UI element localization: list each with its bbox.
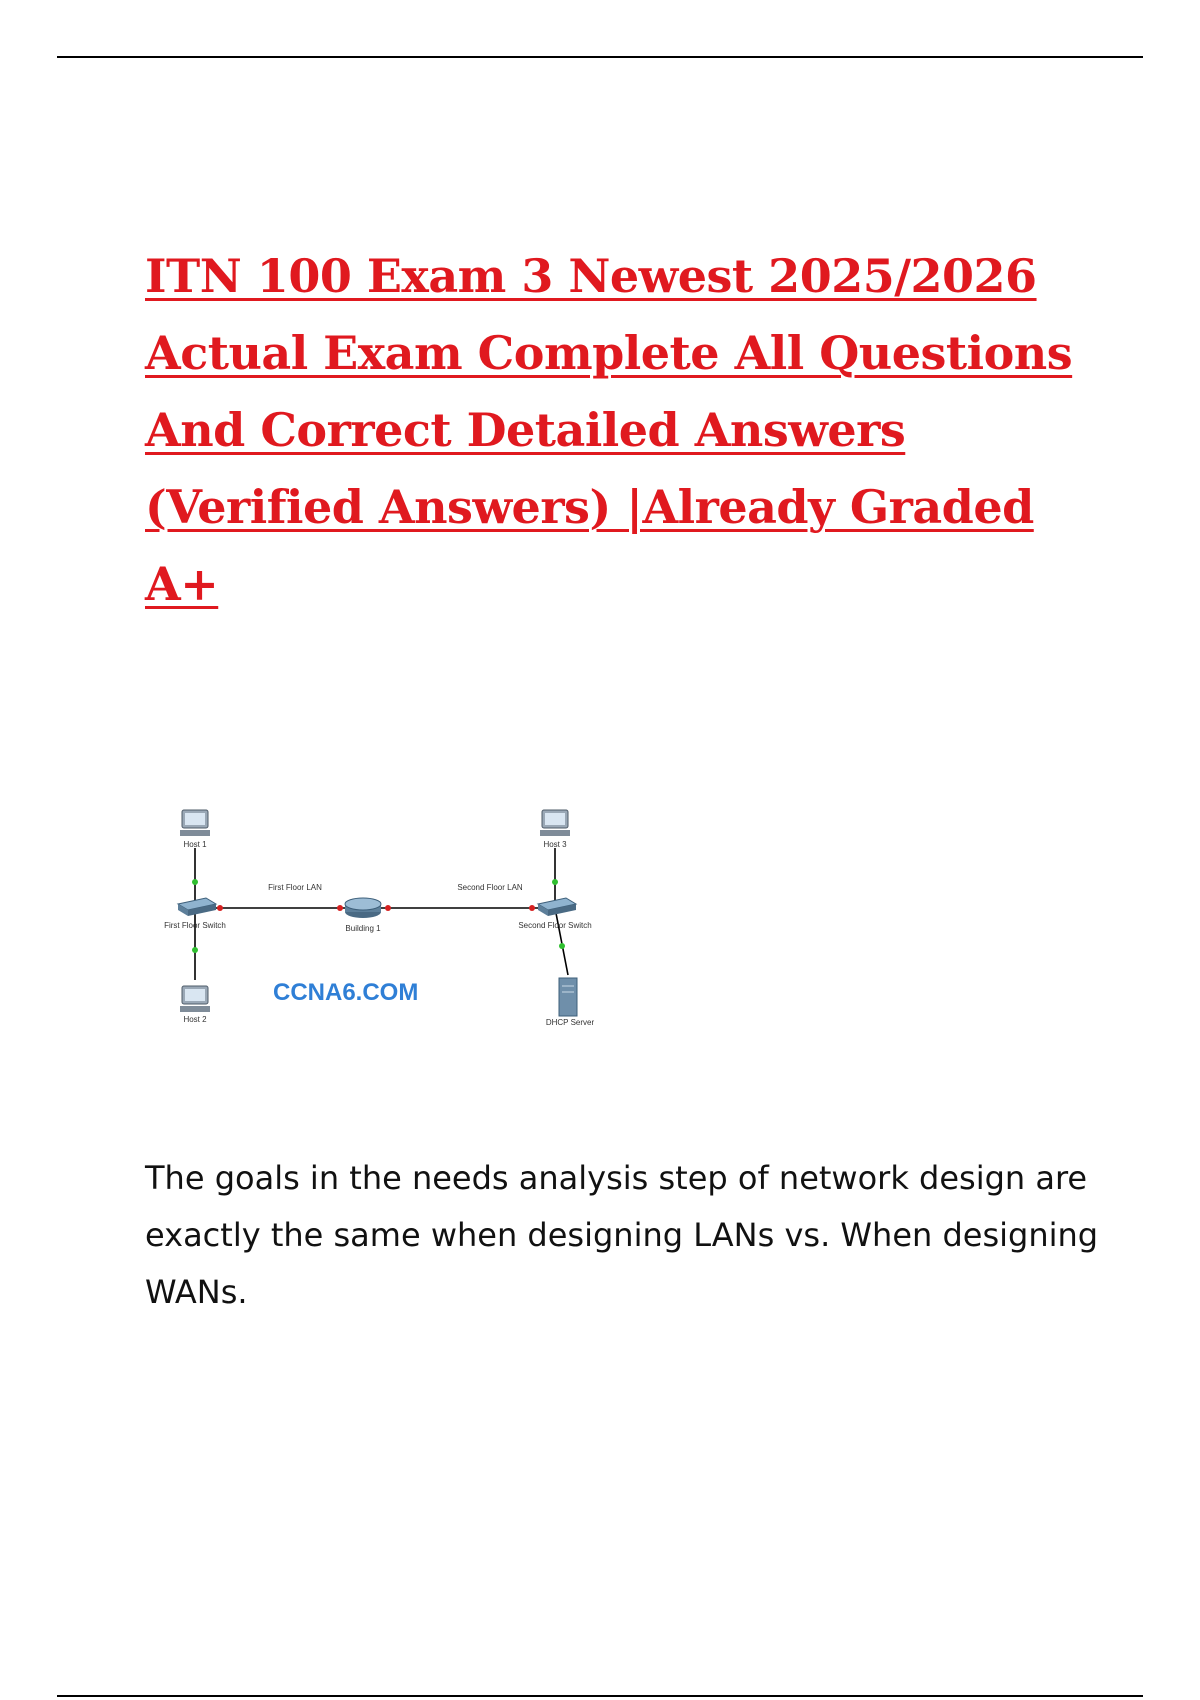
server-icon (559, 978, 577, 1016)
server-label: DHCP Server (545, 1018, 595, 1027)
port-status-dot (385, 905, 391, 911)
watermark-text: CCNA6.COM (273, 979, 419, 1006)
second-floor-lan-label: Second Floor LAN (457, 883, 523, 892)
port-status-dot (217, 905, 223, 911)
first-floor-switch-icon (178, 898, 216, 916)
first-floor-switch-label: First Floor Switch (164, 921, 226, 930)
second-floor-switch-icon (538, 898, 576, 916)
first-floor-lan-label: First Floor LAN (268, 883, 322, 892)
link-status-dot (192, 947, 198, 953)
host1-label: Host 1 (183, 840, 207, 849)
link-status-dot (552, 879, 558, 885)
host2-pc-icon (180, 986, 210, 1012)
host1-pc-icon (180, 810, 210, 836)
router-label: Building 1 (345, 924, 381, 933)
host2-label: Host 2 (183, 1015, 207, 1024)
document-title: ITN 100 Exam 3 Newest 2025/2026 Actual Exam Complete All Questions And Correct Detailed Answers (Verified Answers) |Already Graded A+ (145, 249, 1073, 611)
second-floor-switch-label: Second Floor Switch (518, 921, 592, 930)
host3-label: Host 3 (543, 840, 567, 849)
port-status-dot (529, 905, 535, 911)
bottom-rule (57, 1695, 1143, 1697)
top-rule (57, 56, 1143, 58)
topology-diagram (150, 800, 610, 1040)
link-switch2-server (555, 908, 568, 975)
link-status-dot (192, 879, 198, 885)
router-icon (345, 898, 381, 918)
port-status-dot (337, 905, 343, 911)
question-text: The goals in the needs analysis step of network design are exactly the same when designing LANs vs. When designing WANs. (145, 1159, 1099, 1311)
host3-pc-icon (540, 810, 570, 836)
link-status-dot (559, 943, 565, 949)
network-topology-figure (150, 800, 610, 1040)
